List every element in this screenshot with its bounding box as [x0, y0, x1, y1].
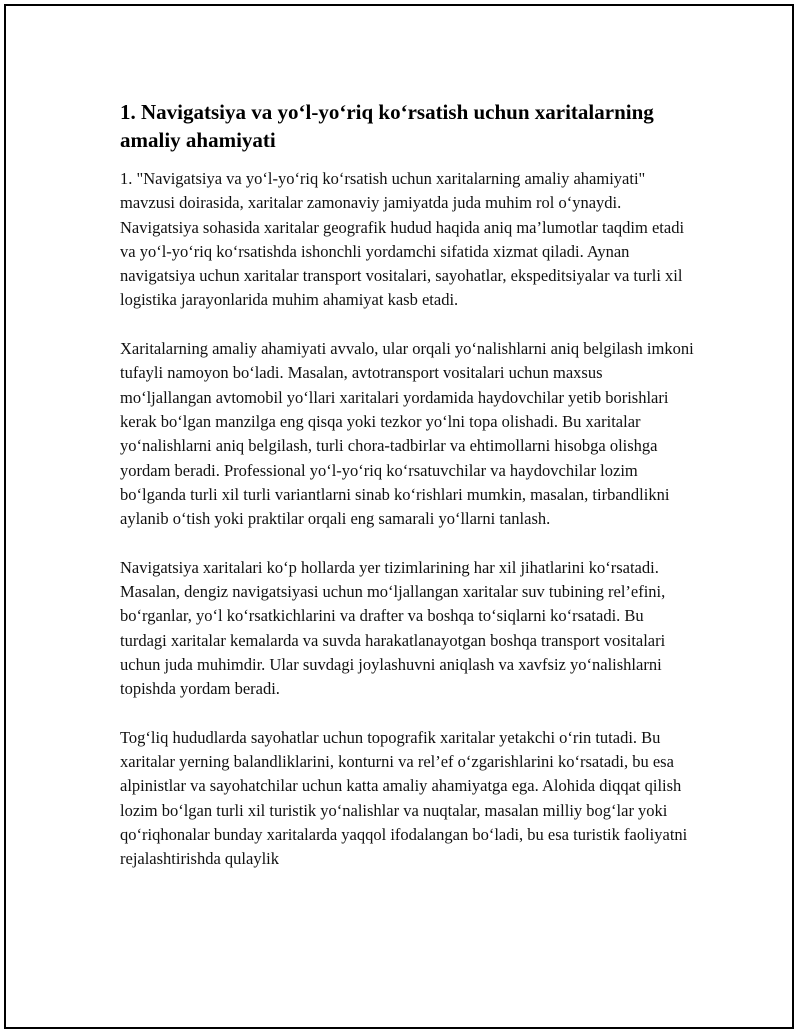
paragraph-3: Navigatsiya xaritalari ko‘p hollarda yer tizimlarining har xil jihatlarini ko‘rsatadi. Masalan, dengiz navigatsiyasi uchun mo‘ljallangan xaritalar suv tubining rel’efini, bo‘rganlar, yo‘l ko‘rsatkichlarini va drafter va boshqa to‘siqlarni ko‘rsatadi. Bu turdagi xaritalar kemalarda va suvda harakatlanayotgan boshqa transport vositalari uchun juda muhimdir. Ular suvdagi joylashuvni aniqlash va xavfsiz yo‘nalishlarni topishda yordam beradi. — [120, 557, 666, 699]
page-frame — [4, 4, 794, 1029]
paragraph-2: Xaritalarning amaliy ahamiyati avvalo, ular orqali yo‘nalishlarni aniq belgilash imkoni tufayli namoyon bo‘ladi. Masalan, avtotransport vositalari uchun maxsus mo‘ljallangan avtomobil yo‘llari xaritalari yordamida haydovchilar yetib borishlari kerak bo‘lgan manzilga eng qisqa yoki tezkor yo‘lni topa olishadi. Bu xaritalar yo‘nalishlarni aniq belgilash, turli chora-tadbirlar va ehtimollarni hisobga olishga yordam beradi. Professional yo‘l-yo‘riq ko‘rsatuvchilar va haydovchilar lozim bo‘lganda turli xil turli variantlarni sinab ko‘rishlari mumkin, masalan, tirbandlikni aylanib o‘tish yoki praktilar orqali eng samarali yo‘llarni tanlash. — [120, 339, 694, 529]
paragraph-4: Tog‘liq hududlarda sayohatlar uchun topografik xaritalar yetakchi o‘rin tutadi. Bu xaritalar yerning balandliklarini, konturni va rel’ef o‘zgarishlarini ko‘rsatadi, bu esa alpinistlar va sayohatchilar uchun katta amaliy ahamiyatga ega. Alohida diqqat qilish lozim bo‘lgan turli xil turistik yo‘nalishlar va nuqtalar, masalan milliy bog‘lar yoki qo‘riqhonalar bunday xaritalarda yaqqol ifodalangan bo‘ladi, bu esa turistik faoliyatni rejalashtirishda qulaylik — [120, 727, 688, 869]
paragraph-1: 1. "Navigatsiya va yo‘l-yo‘riq ko‘rsatish uchun xaritalarning amaliy ahamiyati" mavzusi doirasida, xaritalar zamonaviy jamiyatda juda muhim rol o‘ynaydi. Navigatsiya sohasida xaritalar geografik hudud haqida aniq ma’lumotlar taqdim etadi va yo‘l-yo‘riq ko‘rsatishda ishonchli yordamchi sifatida xizmat qiladi. Aynan navigatsiya uchun xaritalar transport vositalari, sayohatlar, ekspeditsiyalar va turli xil logistika jarayonlarida muhim ahamiyat kasb etadi. — [120, 169, 685, 310]
section-heading: 1. Navigatsiya va yo‘l-yo‘riq ko‘rsatish uchun xaritalarning amaliy ahamiyati — [120, 100, 654, 152]
document-body — [120, 98, 694, 896]
